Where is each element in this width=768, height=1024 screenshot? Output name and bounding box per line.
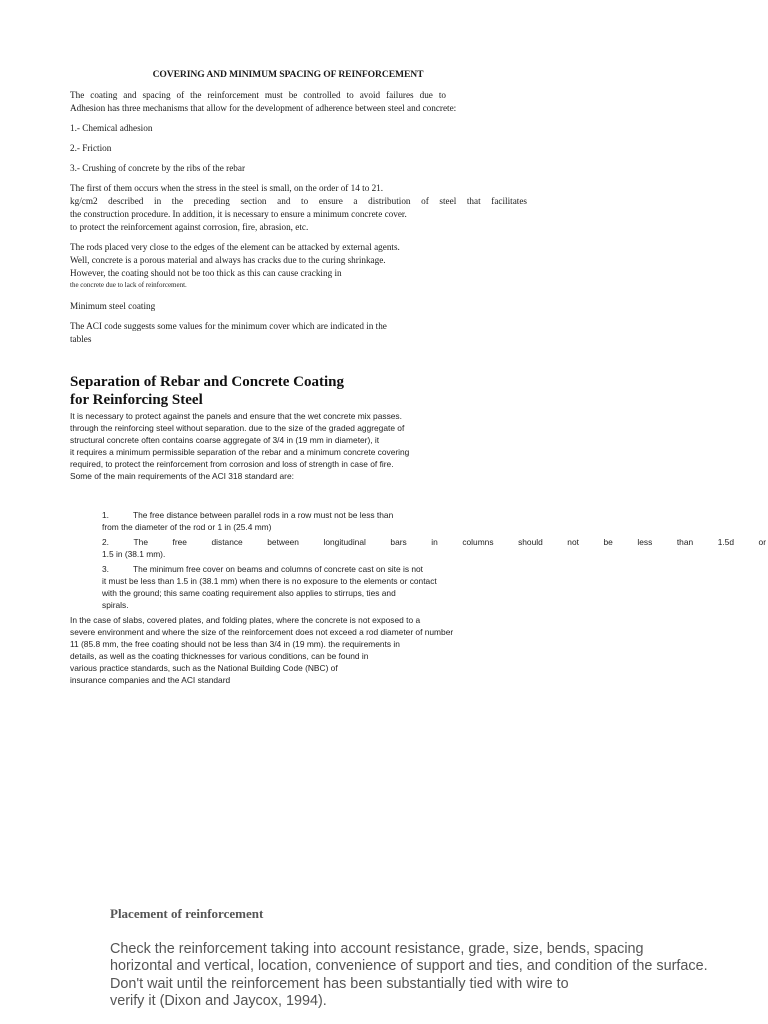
word: longitudinal <box>323 537 366 547</box>
paragraph-line: The first of them occurs when the stress in the steel is small, on the order of 14 to 21. <box>70 183 384 193</box>
body-line: details, as well as the coating thicknesses for various conditions, can be found in <box>70 651 369 662</box>
body-line: It is necessary to protect against the panels and ensure that the wet concrete mix passes. <box>70 411 402 421</box>
requirement-number: 3. <box>102 564 109 574</box>
requirement-text: spirals. <box>102 600 129 610</box>
requirement-text: it must be less than 1.5 in (38.1 mm) when there is no exposure to the elements or contact <box>102 576 437 586</box>
body-line: 11 (85.8 mm, the free coating should not be less than 3/4 in (19 mm). the requirements in <box>70 639 400 650</box>
body-line: it requires a minimum permissible separation of the rebar and a minimum concrete covering <box>70 447 410 458</box>
word: free <box>172 537 187 547</box>
requirement-text: 1.5 in (38.1 mm). <box>102 549 166 559</box>
section2-body <box>70 410 500 483</box>
paragraph-line-small: the concrete due to lack of reinforcement. <box>70 281 187 289</box>
body-line: Check the reinforcement taking into account resistance, grade, size, bends, spacing <box>110 941 644 957</box>
paragraph-line: kg/cm2 described in the preceding section and to ensure a distribution of steel that facilitates <box>70 196 527 206</box>
paragraph-line: Well, concrete is a porous material and always has cracks due to the curing shrinkage. <box>70 255 386 265</box>
section-heading <box>70 373 490 409</box>
requirement-number: 2. <box>102 537 109 547</box>
body-line: various practice standards, such as the National Building Code (NBC) of <box>70 663 338 674</box>
word: 1.5d <box>717 537 734 547</box>
closing-paragraph <box>70 614 490 687</box>
requirement-justified-line <box>102 536 766 548</box>
mechanism-item: 1.- Chemical adhesion <box>70 123 153 133</box>
placement-heading: Placement of reinforcement <box>110 906 264 921</box>
heading-line: Separation of Rebar and Concrete Coating <box>70 374 345 390</box>
intro-line-1: The coating and spacing of the reinforcement must be controlled to avoid failures due to <box>70 90 446 100</box>
requirement-number: 1. <box>102 510 109 520</box>
paragraph-line: However, the coating should not be too thick as this can cause cracking in <box>70 268 342 278</box>
paragraph-line: The rods placed very close to the edges of the element can be attacked by external agents. <box>70 242 400 252</box>
word: be <box>603 537 613 547</box>
body-line: In the case of slabs, covered plates, and folding plates, where the concrete is not exposed to a <box>70 615 421 625</box>
body-line: Some of the main requirements of the ACI 318 standard are: <box>70 471 294 482</box>
word: distance <box>211 537 243 547</box>
requirement-text: with the ground; this same coating requirement also applies to stirrups, ties and <box>102 588 396 598</box>
word: should <box>518 537 543 547</box>
subheading-minimum-coating: Minimum steel coating <box>70 301 156 311</box>
word: or <box>758 537 766 547</box>
mechanism-item: 3.- Crushing of concrete by the ribs of the rebar <box>70 163 246 173</box>
requirement-text: The free distance between parallel rods in a row must not be less than <box>133 510 394 520</box>
body-line: insurance companies and the ACI standard <box>70 675 231 686</box>
section-title: COVERING AND MINIMUM SPACING OF REINFORCEMENT <box>152 69 424 80</box>
body-line: required, to protect the reinforcement from corrosion and loss of strength in case of fire. <box>70 459 394 470</box>
body-line: Don't wait until the reinforcement has been substantially tied with wire to <box>110 975 569 992</box>
paragraph-line: The ACI code suggests some values for the minimum cover which are indicated in the <box>70 321 387 331</box>
body-line: structural concrete often contains coarse aggregate of 3/4 in (19 mm in diameter), it <box>70 435 380 446</box>
word: not <box>567 537 579 547</box>
body-line: through the reinforcing steel without separation. due to the size of the graded aggregate of <box>70 423 405 434</box>
word: The <box>133 537 148 547</box>
requirement-text: from the diameter of the rod or 1 in (25.4 mm) <box>102 522 272 532</box>
requirement-text: The minimum free cover on beams and columns of concrete cast on site is not <box>133 564 424 574</box>
word: between <box>267 537 299 547</box>
body-line: severe environment and where the size of the reinforcement does not exceed a rod diameter of number <box>70 627 454 638</box>
placement-body <box>110 941 750 1011</box>
word: less <box>637 537 653 547</box>
word: bars <box>390 537 407 547</box>
paragraph-line: tables <box>70 334 92 344</box>
paragraph-line: the construction procedure. In addition, it is necessary to ensure a minimum concrete cover. <box>70 209 407 219</box>
paragraph-line: to protect the reinforcement against corrosion, fire, abrasion, etc. <box>70 222 309 232</box>
body-line: horizontal and vertical, location, convenience of support and ties, and condition of the surface. <box>110 958 708 975</box>
mechanism-item: 2.- Friction <box>70 143 112 153</box>
word: than <box>676 537 694 547</box>
body-line: verify it (Dixon and Jaycox, 1994). <box>110 993 327 1010</box>
word: columns <box>462 537 494 547</box>
word: in <box>431 537 438 547</box>
heading-line: for Reinforcing Steel <box>70 392 203 408</box>
intro-line-2: Adhesion has three mechanisms that allow for the development of adherence between steel and concrete: <box>70 103 457 113</box>
